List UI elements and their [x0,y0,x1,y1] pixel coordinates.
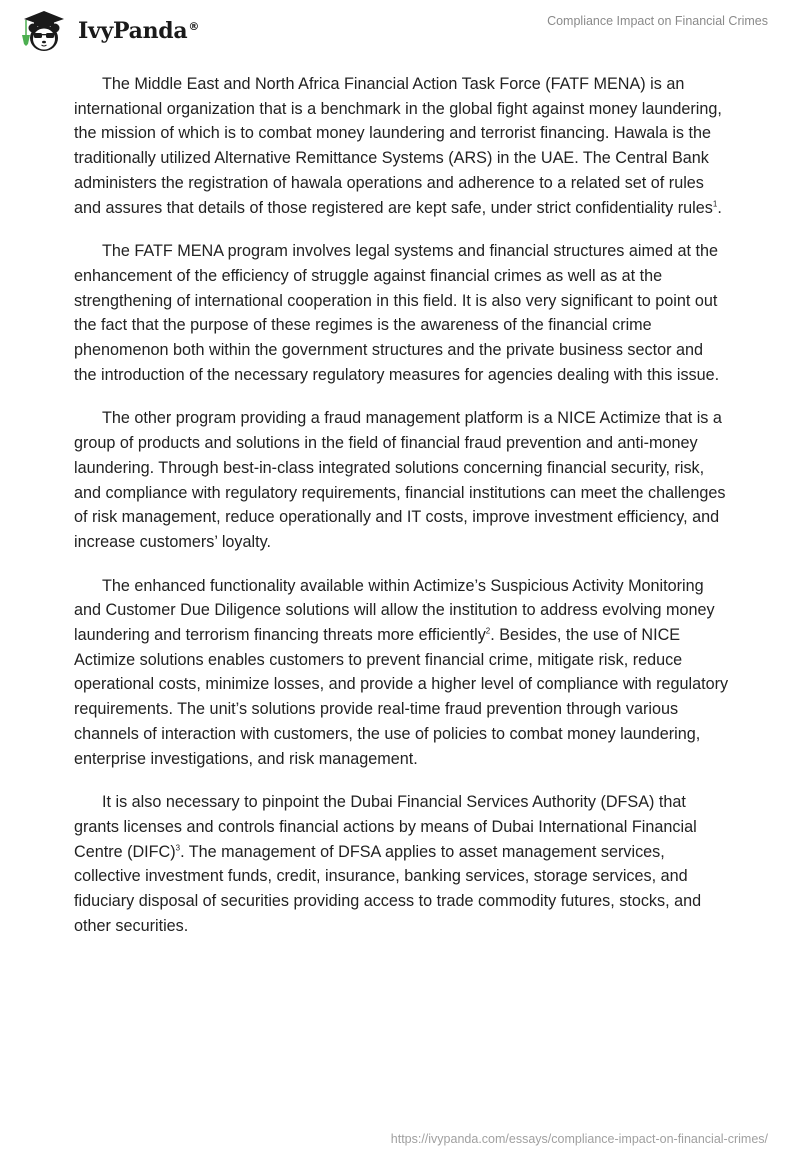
page-header [0,0,800,62]
brand-name [78,18,199,44]
paragraph-text: . [717,198,722,217]
brand-name-text: IvyPanda [78,18,188,44]
document-title: Compliance Impact on Financial Crimes [547,14,768,28]
paragraph-text: The Middle East and North Africa Financial Action Task Force (FATF MENA) is an international organization that is a benchmark in the global fight against money laundering, the mission of which is to combat money laundering and terrorist financing. Hawala is the traditionally utilized Alternative Remittance Systems (ARS) in the UAE. The Central Bank administers the registration of hawala operations and adherence to a related set of rules and assures that details of those registered are kept safe, under strict confidentiality rules [74,75,722,217]
essay-body [74,72,729,958]
paragraph-text: The enhanced functionality available within Actimize’s Suspicious Activity Monitoring and Customer Due Diligence solutions will allow the institution to address evolving money laundering and terrorism financing threats more efficiently [74,576,715,645]
panda-graduate-icon [18,8,70,54]
paragraph-text: The FATF MENA program involves legal systems and financial structures aimed at the enhancement of the efficiency of struggle against financial crimes as well as at the strengthening of international cooperation in this field. It is also very significant to point out the fact that the purpose of these regimes is the awareness of the financial crime phenomenon both within the government structures and the private business sector and the introduction of the necessary regulatory measures for agencies dealing with this issue. [74,242,720,384]
footnote-ref[interactable]: 1 [712,199,718,209]
paragraph-2 [74,239,729,387]
paragraph-text: The other program providing a fraud management platform is a NICE Actimize that is a group of products and solutions in the field of financial fraud prevention and anti-money laundering. Through best-in-class integrated solutions concerning financial security, risk, and compliance with regulatory requirements, financial institutions can meet the challenges of risk management, reduce operationally and IT costs, improve investment efficiency, and increase customers’ loyalty. [74,409,726,551]
paragraph-5 [74,790,729,938]
paragraph-1 [74,72,729,220]
paragraph-3 [74,406,729,554]
source-url-link[interactable]: https://ivypanda.com/essays/compliance-impact-on-financial-crimes/ [390,1132,768,1146]
paragraph-text: . The management of DFSA applies to asset management services, collective investment funds, credit, insurance, banking services, storage services, and fiduciary disposal of securities providing access to trade commodity futures, stocks, and other securities. [74,842,702,935]
brand-logo[interactable] [18,8,199,54]
footnote-ref[interactable]: 2 [485,626,491,636]
paragraph-text: . Besides, the use of NICE Actimize solutions enables customers to prevent financial crime, mitigate risk, reduce operational costs, minimize losses, and provide a higher level of compliance with regulatory requirements. The unit’s solutions provide real-time fraud prevention through various channels of interaction with customers, the use of policies to combat money laundering, enterprise investigations, and risk management. [74,626,729,768]
footnote-ref[interactable]: 3 [175,843,181,853]
registered-mark: ® [188,19,200,33]
paragraph-4 [74,574,729,772]
paragraph-text: It is also necessary to pinpoint the Dubai Financial Services Authority (DFSA) that grants licenses and controls financial actions by means of Dubai International Financial Centre (DIFC) [74,793,697,861]
